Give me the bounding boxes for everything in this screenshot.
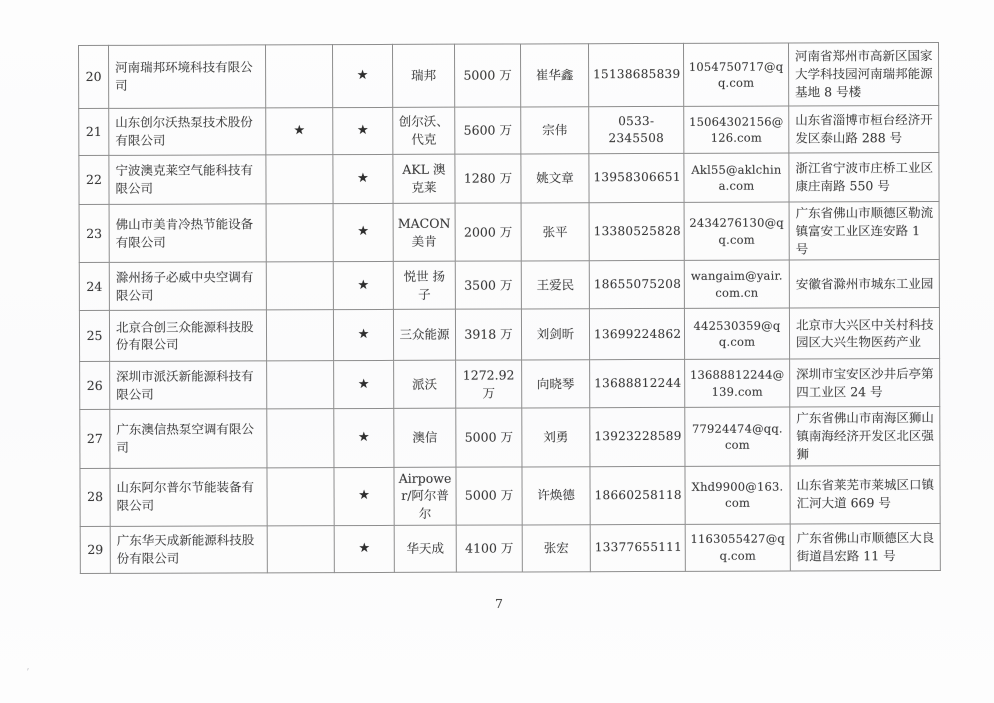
email-cell: 77924474@qq.com	[685, 407, 790, 466]
email-cell: 2434276130@qq.com	[684, 202, 789, 261]
star-rating-2-cell: ★	[333, 203, 393, 261]
table-row	[80, 523, 940, 573]
company-table-wrap	[78, 42, 941, 574]
company-name-cell: 佛山市美肯冷热节能设备有限公司	[109, 204, 266, 263]
brand-cell: MACON 美肯	[393, 203, 455, 261]
star-rating-1-cell	[266, 204, 333, 262]
company-name-cell: 滁州扬子必威中央空调有限公司	[109, 262, 266, 311]
page-number: 7	[495, 596, 503, 611]
contact-person-cell: 刘剑昕	[521, 309, 589, 360]
table-row	[79, 260, 939, 311]
brand-cell: AKL 澳克莱	[393, 154, 455, 203]
phone-number-cell: 0533-2345508	[589, 106, 684, 153]
row-index-cell: 28	[80, 468, 110, 526]
address-cell: 山东省莱芜市莱城区口镇汇河大道 669 号	[790, 465, 940, 524]
row-index-cell: 24	[79, 263, 109, 311]
row-index-cell: 25	[79, 311, 109, 362]
company-list-table	[78, 42, 941, 574]
email-cell: 442530359@qq.com	[684, 308, 789, 359]
star-rating-2-cell: ★	[333, 44, 393, 107]
brand-cell: 创尔沃、代克	[393, 107, 455, 154]
contact-person-cell: 张平	[521, 203, 589, 261]
contact-person-cell: 刘勇	[522, 408, 590, 466]
star-rating-2-cell: ★	[333, 310, 393, 361]
registered-capital-cell: 5600 万	[455, 107, 521, 154]
row-index-cell: 29	[80, 526, 110, 573]
address-cell: 深圳市宝安区沙井后亭第四工业区 24 号	[790, 359, 940, 408]
star-rating-2-cell: ★	[334, 361, 394, 409]
table-row	[80, 359, 940, 410]
company-name-cell: 宁波澳克莱空气能科技有限公司	[109, 155, 266, 205]
company-name-cell: 深圳市派沃新能源科技有限公司	[110, 361, 267, 410]
contact-person-cell: 向晓琴	[522, 360, 590, 408]
star-rating-1-cell	[267, 361, 334, 409]
star-rating-2-cell: ★	[334, 467, 394, 525]
star-rating-2-cell: ★	[334, 409, 394, 467]
phone-number-cell: 18655075208	[589, 261, 684, 309]
contact-person-cell: 张宏	[522, 524, 590, 571]
company-name-cell: 广东华天成新能源科技股份有限公司	[110, 526, 267, 574]
address-cell: 山东省淄博市桓台经济开发区泰山路 288 号	[789, 105, 939, 153]
registered-capital-cell: 4100 万	[456, 525, 522, 572]
email-cell: 13688812244@139.com	[685, 359, 790, 407]
contact-person-cell: 王爱民	[521, 261, 589, 309]
company-name-cell: 河南瑞邦环境科技有限公司	[109, 45, 266, 109]
phone-number-cell: 13380525828	[589, 202, 684, 261]
star-rating-2-cell: ★	[334, 525, 394, 572]
table-row	[79, 152, 939, 204]
star-rating-2-cell: ★	[333, 262, 393, 310]
phone-number-cell: 18660258118	[590, 466, 685, 525]
company-name-cell: 山东阿尔普尔节能装备有限公司	[110, 467, 267, 526]
star-rating-2-cell: ★	[333, 154, 393, 203]
phone-number-cell: 15138685839	[588, 43, 683, 106]
email-cell: 1163055427@qq.com	[685, 524, 790, 571]
row-index-cell: 21	[79, 108, 109, 155]
star-rating-1-cell	[266, 45, 333, 108]
address-cell: 北京市大兴区中关村科技园区大兴生物医药产业	[789, 308, 939, 360]
table-body	[79, 42, 941, 573]
brand-cell: 华天成	[394, 525, 456, 572]
row-index-cell: 22	[79, 155, 109, 204]
scan-artifact-mark: ʹ	[25, 667, 30, 680]
table-row	[80, 465, 940, 526]
contact-person-cell: 崔华鑫	[520, 44, 588, 107]
phone-number-cell: 13699224862	[589, 309, 684, 360]
registered-capital-cell: 3500 万	[455, 261, 521, 309]
registered-capital-cell: 5000 万	[454, 44, 520, 107]
company-name-cell: 北京合创三众能源科技股份有限公司	[109, 310, 266, 362]
company-name-cell: 山东创尔沃热泵技术股份有限公司	[109, 108, 266, 156]
star-rating-1-cell	[267, 467, 334, 525]
email-cell: 1054750717@qq.com	[683, 43, 788, 106]
row-index-cell: 27	[80, 410, 110, 468]
email-cell: wangaim@yair.com.cn	[684, 260, 789, 308]
address-cell: 广东省佛山市顺德区大良街道昌宏路 11 号	[790, 523, 940, 571]
email-cell: Akl55@aklchina.com	[684, 153, 789, 202]
star-rating-2-cell: ★	[333, 107, 393, 154]
table-row	[79, 308, 939, 362]
brand-cell: Airpower/阿尔普尔	[394, 467, 456, 525]
table-row	[79, 105, 939, 155]
brand-cell: 瑞邦	[392, 44, 454, 107]
registered-capital-cell: 2000 万	[455, 203, 521, 261]
brand-cell: 三众能源	[393, 309, 455, 360]
phone-number-cell: 13688812244	[590, 360, 685, 408]
star-rating-1-cell	[267, 525, 334, 572]
address-cell: 广东省佛山市顺德区勒流镇富安工业区连安路 1 号	[789, 201, 939, 260]
address-cell: 广东省佛山市南海区狮山镇南海经济开发区北区强狮	[790, 407, 940, 466]
table-row	[79, 42, 939, 108]
brand-cell: 悦世 扬子	[393, 261, 455, 309]
registered-capital-cell: 1272.92 万	[456, 360, 522, 408]
star-rating-1-cell: ★	[266, 108, 333, 155]
contact-person-cell: 宗伟	[521, 107, 589, 154]
registered-capital-cell: 5000 万	[456, 408, 522, 466]
star-rating-1-cell	[266, 262, 333, 310]
table-row	[79, 201, 939, 262]
phone-number-cell: 13377655111	[590, 524, 685, 571]
row-index-cell: 23	[79, 204, 109, 262]
email-cell: 15064302156@126.com	[684, 106, 789, 153]
brand-cell: 澳信	[394, 408, 456, 466]
address-cell: 浙江省宁波市庄桥工业区康庄南路 550 号	[789, 152, 939, 202]
star-rating-1-cell	[266, 155, 333, 204]
registered-capital-cell: 5000 万	[456, 466, 522, 524]
email-cell: Xhd9900@163.com	[685, 466, 790, 525]
contact-person-cell: 许焕德	[522, 466, 590, 524]
brand-cell: 派沃	[394, 360, 456, 408]
star-rating-1-cell	[267, 409, 334, 467]
star-rating-1-cell	[266, 310, 333, 361]
registered-capital-cell: 3918 万	[455, 309, 521, 360]
address-cell: 河南省郑州市高新区国家大学科技园河南瑞邦能源基地 8 号楼	[788, 42, 938, 106]
table-row	[80, 407, 940, 468]
phone-number-cell: 13923228589	[590, 408, 685, 467]
address-cell: 安徽省滁州市城东工业园	[789, 260, 939, 309]
phone-number-cell: 13958306651	[589, 153, 684, 202]
contact-person-cell: 姚文章	[521, 154, 589, 203]
company-name-cell: 广东澳信热泵空调有限公司	[110, 409, 267, 468]
row-index-cell: 26	[80, 362, 110, 410]
registered-capital-cell: 1280 万	[455, 154, 521, 203]
row-index-cell: 20	[79, 45, 109, 108]
